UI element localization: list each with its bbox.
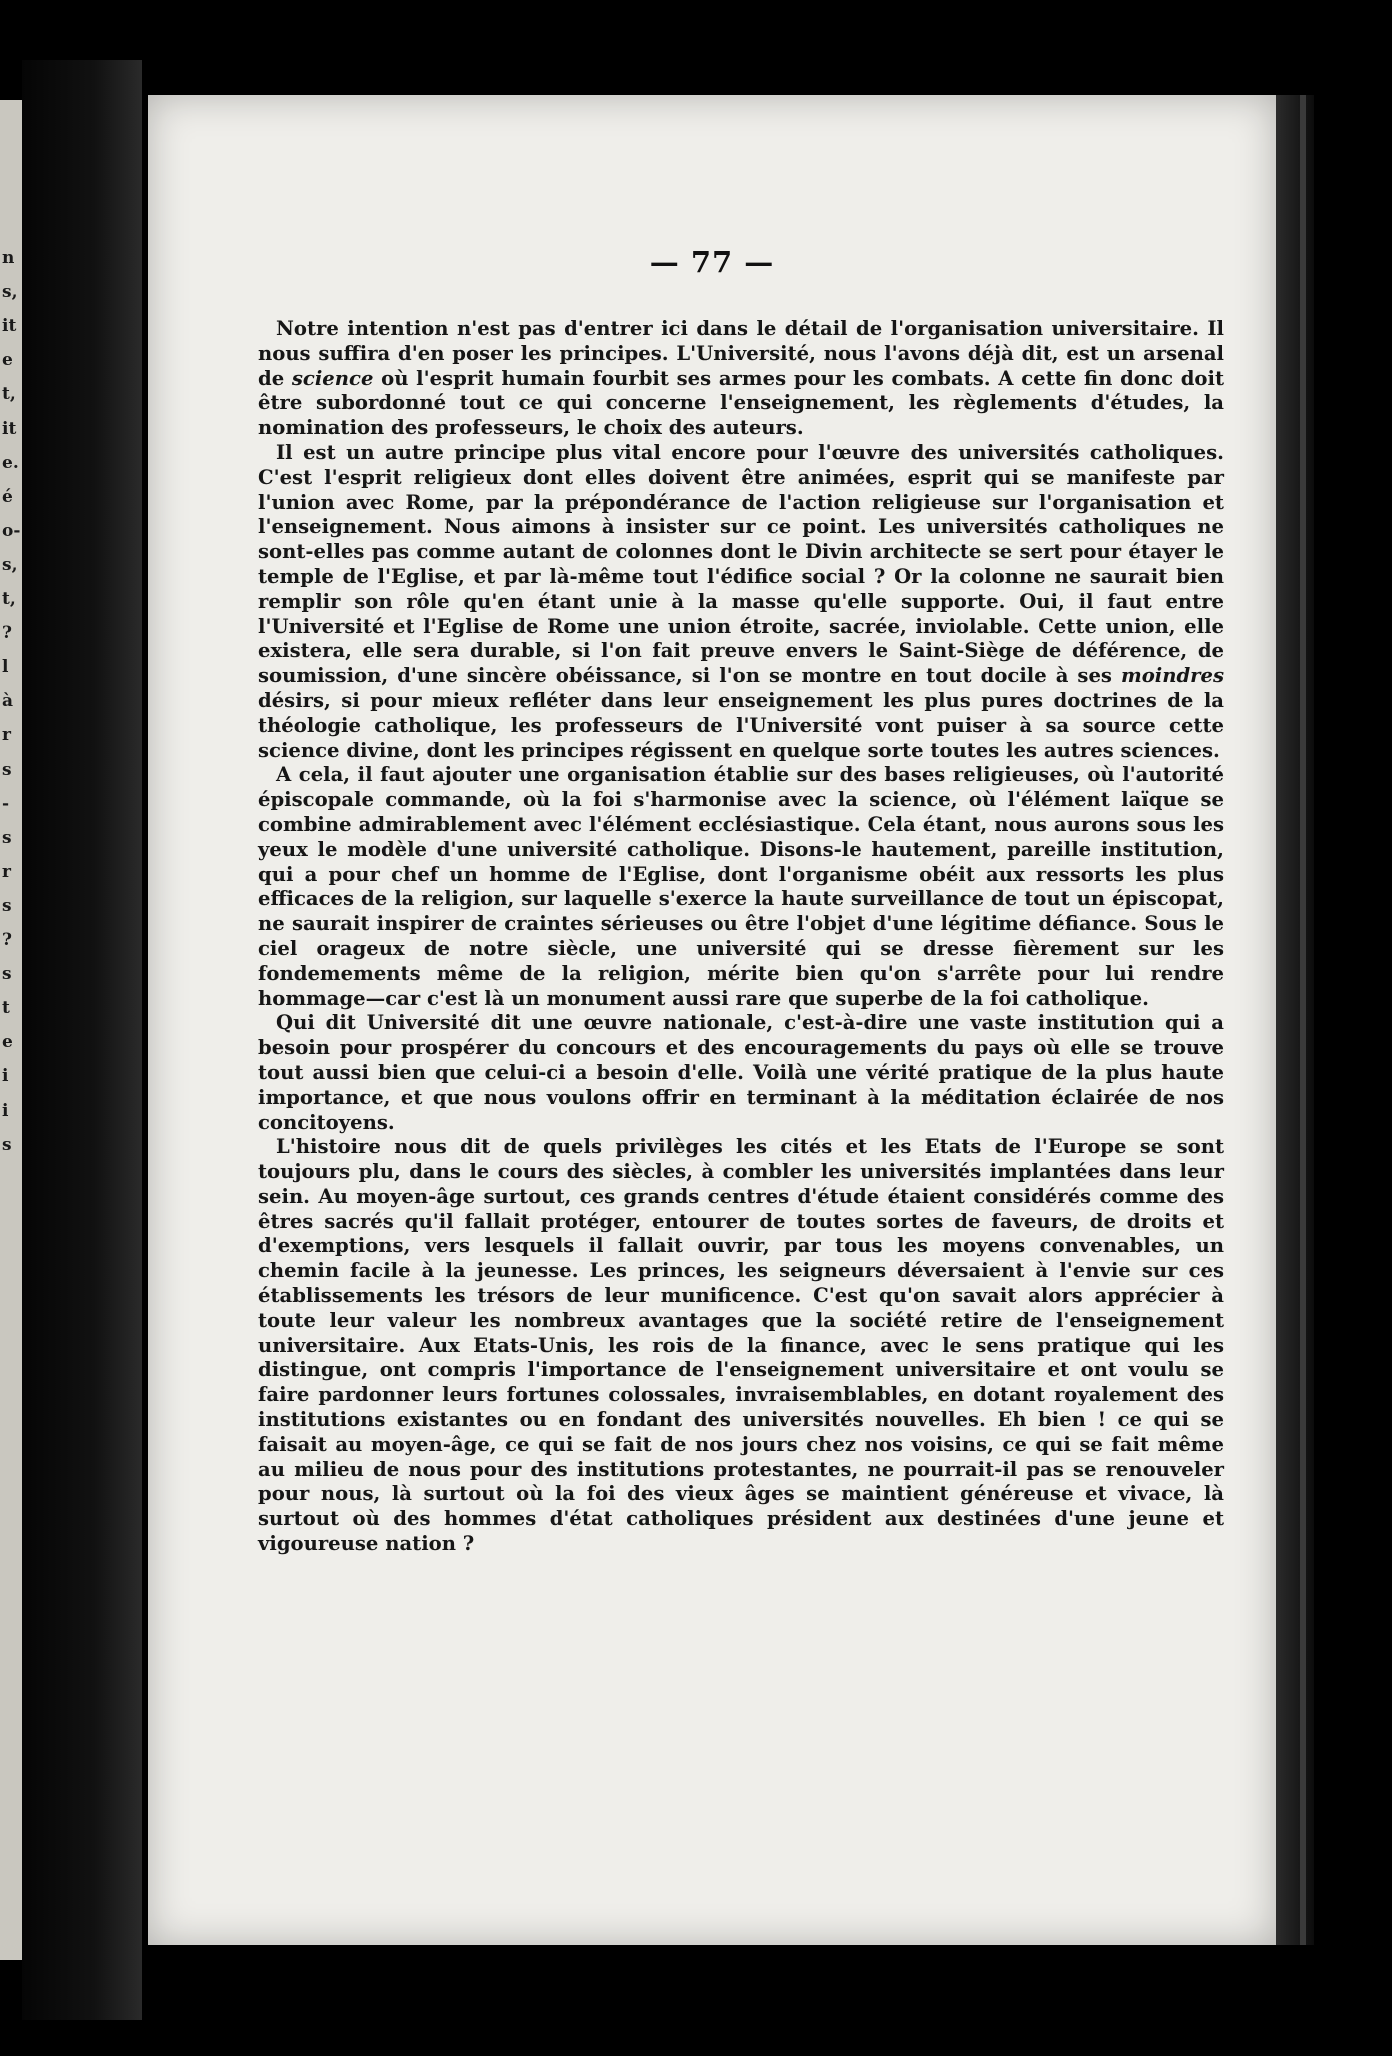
edge-character: it: [2, 316, 17, 337]
edge-character: s: [2, 759, 12, 780]
edge-character: s: [2, 1134, 12, 1155]
edge-character: e: [2, 1032, 13, 1053]
edge-character: r: [2, 725, 11, 746]
edge-character: à: [2, 691, 14, 712]
text-run: où l'esprit humain fourbit ses armes pour les combats. A cette fin donc doit être subordonné tout ce qui concerne l'enseignement, les règlements d'études, la nomination des professeurs, le choix des auteurs.: [258, 366, 1224, 440]
text-run: Il est un autre principe plus vital encore pour l'œuvre des universités catholiques. C'est l'esprit religieux dont elles doivent être animées, esprit qui se manifeste par l'union avec Rome, par la prépondérance de l'action religieuse sur l'organisation et l'enseignement. Nous aimons à insister sur ce point. Les universités catholiques ne sont-elles pas comme autant de colonnes dont le Divin architecte se sert pour étayer le temple de l'Eglise, et par là-même tout l'édifice social ? Or la colonne ne saurait bien remplir son rôle qu'en étant unie à la masse qu'elle supporte. Oui, il faut entre l'Université et l'Eglise de Rome une union étroite, sacrée, inviolable. Cette union, elle existera, elle sera durable, si l'on fait preuve envers le Saint-Siège de déférence, de soumission, d'une sincère obéissance, si l'on se montre en tout docile à ses: [258, 440, 1224, 688]
edge-character: s,: [2, 554, 18, 575]
text-run: Qui dit Université dit une œuvre nationale, c'est-à-dire une vaste institution qui a besoin pour prospérer du concours et des encouragements du pays où elle se trouve tout aussi bien que celui-ci a besoin d'elle. Voilà une vérité pratique de la plus haute importance, et que nous voulons offrir en terminant à la méditation éclairée de nos concitoyens.: [258, 1011, 1224, 1134]
edge-character: e.: [2, 452, 19, 473]
italic-run: moindres: [1120, 664, 1224, 688]
edge-character: ?: [2, 930, 12, 950]
edge-character: ?: [2, 623, 12, 644]
paragraph: [258, 1135, 1224, 1557]
edge-character: s,: [2, 282, 18, 303]
edge-character: t: [2, 998, 10, 1019]
book-gutter: [22, 60, 142, 2020]
page-right-edge: [1276, 95, 1314, 1945]
adjacent-page-edge: [0, 100, 22, 1960]
edge-character: -: [2, 793, 10, 814]
paragraph: [258, 317, 1224, 441]
paragraph: [258, 1011, 1224, 1135]
body-text: [258, 317, 1224, 1557]
page-edge-line: [1300, 95, 1306, 1945]
edge-character: t,: [2, 589, 16, 609]
edge-character: s: [2, 895, 12, 916]
edge-character: t,: [2, 384, 16, 405]
edge-character: o-: [2, 520, 21, 541]
text-run: désirs, si pour mieux refléter dans leur enseignement les plus pures doctrines de la théologie catholique, les professeurs de l'Université vont puiser à sa source cette science divine, dont les principes régissent en quelque sorte toutes les autres sciences.: [258, 688, 1224, 762]
text-run: Notre intention n'est pas d'entrer ici dans le détail de l'organisation universitaire. Il nous suffira d'en poser les principes. L'Université, nous l'avons déjà dit, est un arsenal de: [258, 317, 1224, 390]
italic-run: science: [291, 366, 374, 390]
book-page: [148, 95, 1276, 1945]
edge-character: i: [2, 1100, 9, 1121]
edge-character: é: [2, 486, 13, 507]
edge-character: i: [2, 1066, 9, 1087]
edge-character: r: [2, 861, 11, 882]
text-run: L'histoire nous dit de quels privilèges les cités et les Etats de l'Europe se sont toujours plu, dans le cours des siècles, à combler les universités implantées dans leur sein. Au moyen-âge surtout, ces grands centres d'étude étaient considérés comme des êtres sacrés qu'il fallait protéger, entourer de toutes sortes de faveurs, de droits et d'exemptions, vers lesquels il fallait ouvrir, par tous les moyens convenables, un chemin facile à la jeunesse. Les princes, les seigneurs déversaient à l'envie sur ces établissements les trésors de leur munificence. C'est qu'on savait alors apprécier à toute leur valeur les nombreux avantages que la société retire de l'enseignement universitaire. Aux Etats-Unis, les rois de la finance, avec le sens pratique qui les distingue, ont compris l'importance de l'enseignement universitaire et ont voulu se faire pardonner leurs fortunes colossales, invraisemblables, en dotant royalement des institutions existantes ou en fondant des universités nouvelles. Eh bien ! ce qui se faisait au moyen-âge, ce qui se fait de nos jours chez nos voisins, ce qui se fait même au milieu de nous pour des institutions protestantes, ne pourrait-il pas se renouveler pour nous, là surtout où la foi des vieux âges se maintient généreuse et vivace, là surtout où des hommes d'état catholiques président aux destinées d'une jeune et vigoureuse nation ?: [258, 1135, 1224, 1556]
edge-character: l: [2, 657, 9, 678]
paragraph: [258, 763, 1224, 1011]
page-number: — 77 —: [649, 245, 775, 279]
edge-character: e: [2, 350, 13, 371]
edge-character: s: [2, 827, 12, 848]
edge-character: n: [2, 248, 15, 268]
edge-character: it: [2, 418, 17, 439]
paragraph: [258, 441, 1224, 763]
edge-character: s: [2, 964, 12, 985]
text-run: A cela, il faut ajouter une organisation établie sur des bases religieuses, où l'autorité épiscopale commande, où la foi s'harmonise avec la science, où l'élément laïque se combine admirablement avec l'élément ecclésiastique. Cela étant, nous aurons sous les yeux le modèle d'une université catholique. Disons-le hautement, pareille institution, qui a pour chef un homme de l'Eglise, dont l'organisme obéit aux ressorts les plus efficaces de la religion, sur laquelle s'exerce la haute surveillance de tout un épiscopat, ne saurait inspirer de craintes sérieuses ou être l'objet d'une légitime défiance. Sous le ciel orageux de notre siècle, une université qui se dresse fièrement sur les fondemements même de la religion, mérite bien qu'on s'arrête pour lui rendre hommage—car c'est là un monument aussi rare que superbe de la foi catholique.: [258, 763, 1224, 1010]
